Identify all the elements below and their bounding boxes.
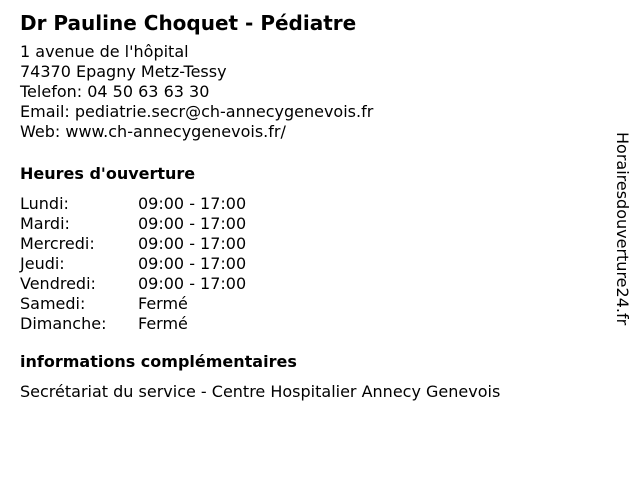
address-line-2: 74370 Epagny Metz-Tessy	[20, 62, 227, 81]
hours-time: 09:00 - 17:00	[138, 194, 247, 213]
hours-day: Jeudi:	[20, 254, 65, 273]
hours-row	[20, 194, 600, 214]
info-heading: informations complémentaires	[20, 352, 297, 371]
hours-day: Samedi:	[20, 294, 86, 313]
info-text: Secrétariat du service - Centre Hospitalier Annecy Genevois	[20, 382, 501, 401]
page-title: Dr Pauline Choquet - Pédiatre	[20, 11, 357, 35]
phone-line	[20, 82, 600, 102]
hours-time: Fermé	[138, 294, 188, 313]
hours-row	[20, 274, 600, 294]
phone-label: Telefon:	[20, 82, 83, 101]
hours-time: 09:00 - 17:00	[138, 274, 247, 293]
email-link[interactable]: pediatrie.secr@ch-annecygenevois.fr	[74, 102, 374, 121]
business-card	[20, 10, 600, 402]
hours-table	[20, 194, 600, 334]
hours-row	[20, 234, 600, 254]
email-line	[20, 102, 600, 122]
phone-number[interactable]: 04 50 63 63 30	[87, 82, 210, 101]
hours-day: Lundi:	[20, 194, 69, 213]
email-label: Email:	[20, 102, 70, 121]
web-line	[20, 122, 600, 142]
hours-row	[20, 254, 600, 274]
hours-row	[20, 214, 600, 234]
hours-day: Mardi:	[20, 214, 70, 233]
hours-time: 09:00 - 17:00	[138, 254, 247, 273]
hours-time: 09:00 - 17:00	[138, 234, 247, 253]
contact-block	[20, 42, 600, 142]
web-label: Web:	[20, 122, 61, 141]
hours-row	[20, 314, 600, 334]
web-link[interactable]: www.ch-annecygenevois.fr/	[65, 122, 286, 141]
hours-time: 09:00 - 17:00	[138, 214, 247, 233]
hours-day: Dimanche:	[20, 314, 107, 333]
site-watermark: Horairesdouverture24.fr	[613, 132, 632, 326]
hours-day: Mercredi:	[20, 234, 95, 253]
address-line-1: 1 avenue de l'hôpital	[20, 42, 189, 61]
hours-day: Vendredi:	[20, 274, 96, 293]
hours-row	[20, 294, 600, 314]
hours-time: Fermé	[138, 314, 188, 333]
hours-heading: Heures d'ouverture	[20, 164, 196, 183]
